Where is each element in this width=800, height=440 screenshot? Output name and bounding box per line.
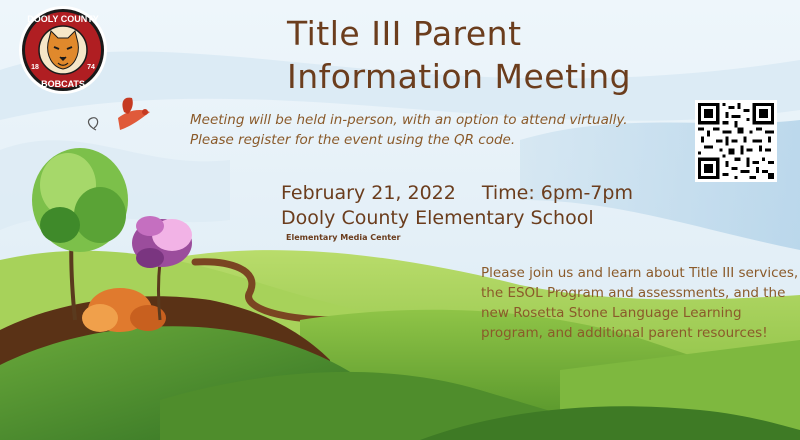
date-time-line [281, 182, 633, 204]
join-text: Please join us and learn about Title III services, the ESOL Program and assessments, and the new Rosetta Stone Language Learning program, and additional parent resources! [481, 265, 799, 341]
event-time: Time: 6pm-7pm [481, 182, 633, 204]
logo-text-top: DOOLY COUNTY [27, 14, 99, 24]
bobcats-logo [18, 5, 108, 95]
logo-text-bottom: BOBCATS [41, 79, 85, 89]
event-date: February 21, 2022 [281, 182, 456, 204]
logo-year-left: 18 [31, 64, 39, 71]
event-location: Dooly County Elementary School [281, 207, 594, 229]
logo-year-right: 74 [87, 64, 95, 71]
qr-code-icon[interactable] [695, 100, 777, 182]
intro-text: Meeting will be held in-person, with an option to attend virtually. Please register for the event using the QR code. [190, 112, 628, 148]
title-line-2: Information Meeting [287, 57, 632, 96]
title-line-1: Title III Parent [287, 14, 522, 53]
event-room: Elementary Media Center [286, 233, 401, 242]
